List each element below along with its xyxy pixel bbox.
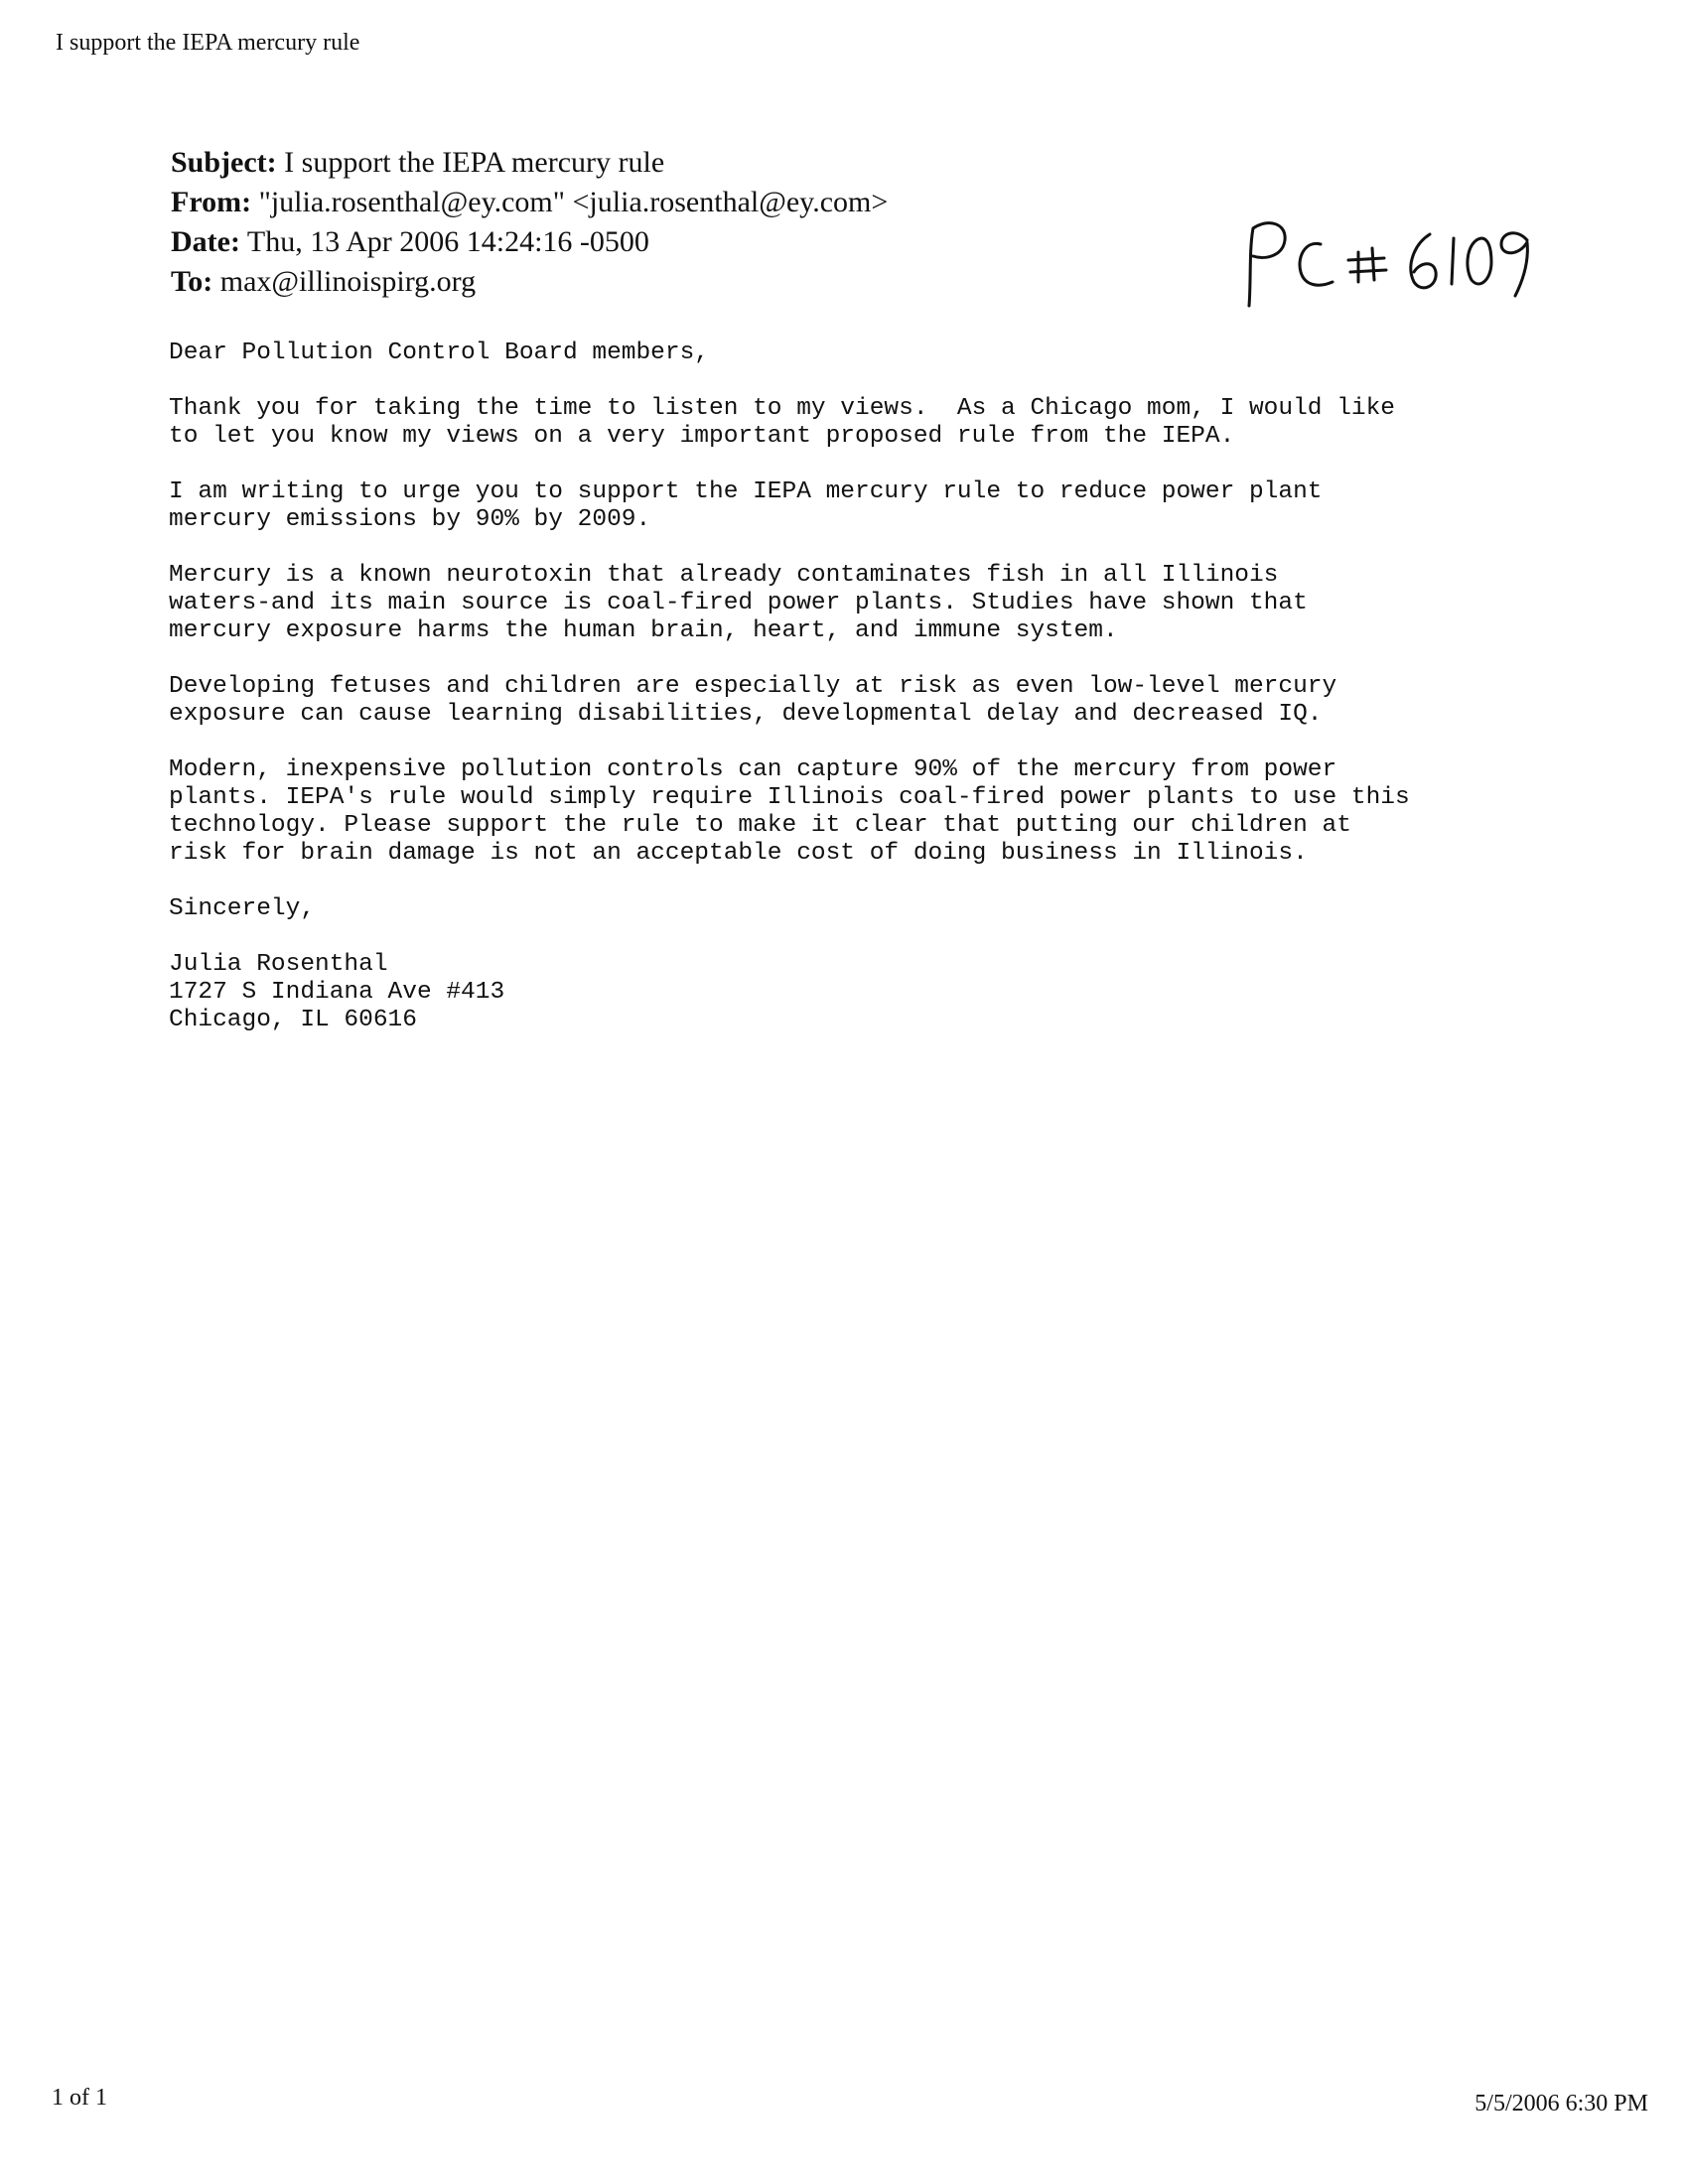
paragraph-2 (169, 478, 1559, 534)
paragraph-line: I am writing to urge you to support the IEPA mercury rule to reduce power plant (169, 478, 1323, 505)
paragraph-line: mercury exposure harms the human brain, heart, and immune system. (169, 617, 1118, 644)
paragraph-line: waters-and its main source is coal-fired power plants. Studies have shown that (169, 590, 1308, 616)
letter-body (169, 340, 1559, 1034)
paragraph-line: risk for brain damage is not an acceptable cost of doing business in Illinois. (169, 840, 1308, 867)
closing: Sincerely, (169, 895, 316, 922)
signature-address-line1: 1727 S Indiana Ave #413 (169, 979, 505, 1006)
paragraph-1 (169, 395, 1559, 451)
paragraph-line: mercury emissions by 90% by 2009. (169, 506, 651, 533)
page-count: 1 of 1 (52, 2085, 107, 2111)
paragraph-line: technology. Please support the rule to make it clear that putting our children at (169, 812, 1351, 839)
subject-value: I support the IEPA mercury rule (276, 146, 665, 179)
paragraph-line: exposure can cause learning disabilities, developmental delay and decreased IQ. (169, 701, 1323, 728)
page-title: I support the IEPA mercury rule (56, 30, 360, 56)
salutation: Dear Pollution Control Board members, (169, 340, 709, 366)
from-line (171, 183, 888, 222)
subject-line (171, 143, 888, 183)
to-value: max@illinoispirg.org (212, 265, 477, 298)
from-label: From: (171, 186, 252, 218)
paragraph-line: Developing fetuses and children are especially at risk as even low-level mercury (169, 673, 1337, 700)
paragraph-line: to let you know my views on a very important proposed rule from the IEPA. (169, 423, 1235, 450)
paragraph-line: Mercury is a known neurotoxin that already contaminates fish in all Illinois (169, 562, 1279, 589)
date-value: Thu, 13 Apr 2006 14:24:16 -0500 (239, 225, 649, 258)
to-line (171, 262, 888, 302)
closing-paragraph (169, 895, 1559, 923)
paragraph-line: Thank you for taking the time to listen to my views. As a Chicago mom, I would like (169, 395, 1396, 422)
paragraph-line: plants. IEPA's rule would simply require Illinois coal-fired power plants to use this (169, 784, 1410, 811)
paragraph-3 (169, 562, 1559, 645)
paragraph-5 (169, 756, 1559, 868)
printed-timestamp: 5/5/2006 6:30 PM (1474, 2091, 1648, 2116)
handwritten-note-drawing (1239, 210, 1537, 320)
subject-label: Subject: (171, 146, 277, 179)
signature-name: Julia Rosenthal (169, 951, 388, 978)
date-line (171, 222, 888, 262)
salutation-paragraph (169, 340, 1559, 367)
handwritten-note (1239, 210, 1537, 320)
paragraph-4 (169, 673, 1559, 729)
signature-address-line2: Chicago, IL 60616 (169, 1007, 417, 1033)
from-value: "julia.rosenthal@ey.com" <julia.rosenthal@ey.com> (251, 186, 889, 218)
email-header (171, 143, 888, 302)
paragraph-line: Modern, inexpensive pollution controls can capture 90% of the mercury from power (169, 756, 1337, 783)
to-label: To: (171, 265, 213, 298)
signature-block (169, 951, 1559, 1034)
date-label: Date: (171, 225, 240, 258)
